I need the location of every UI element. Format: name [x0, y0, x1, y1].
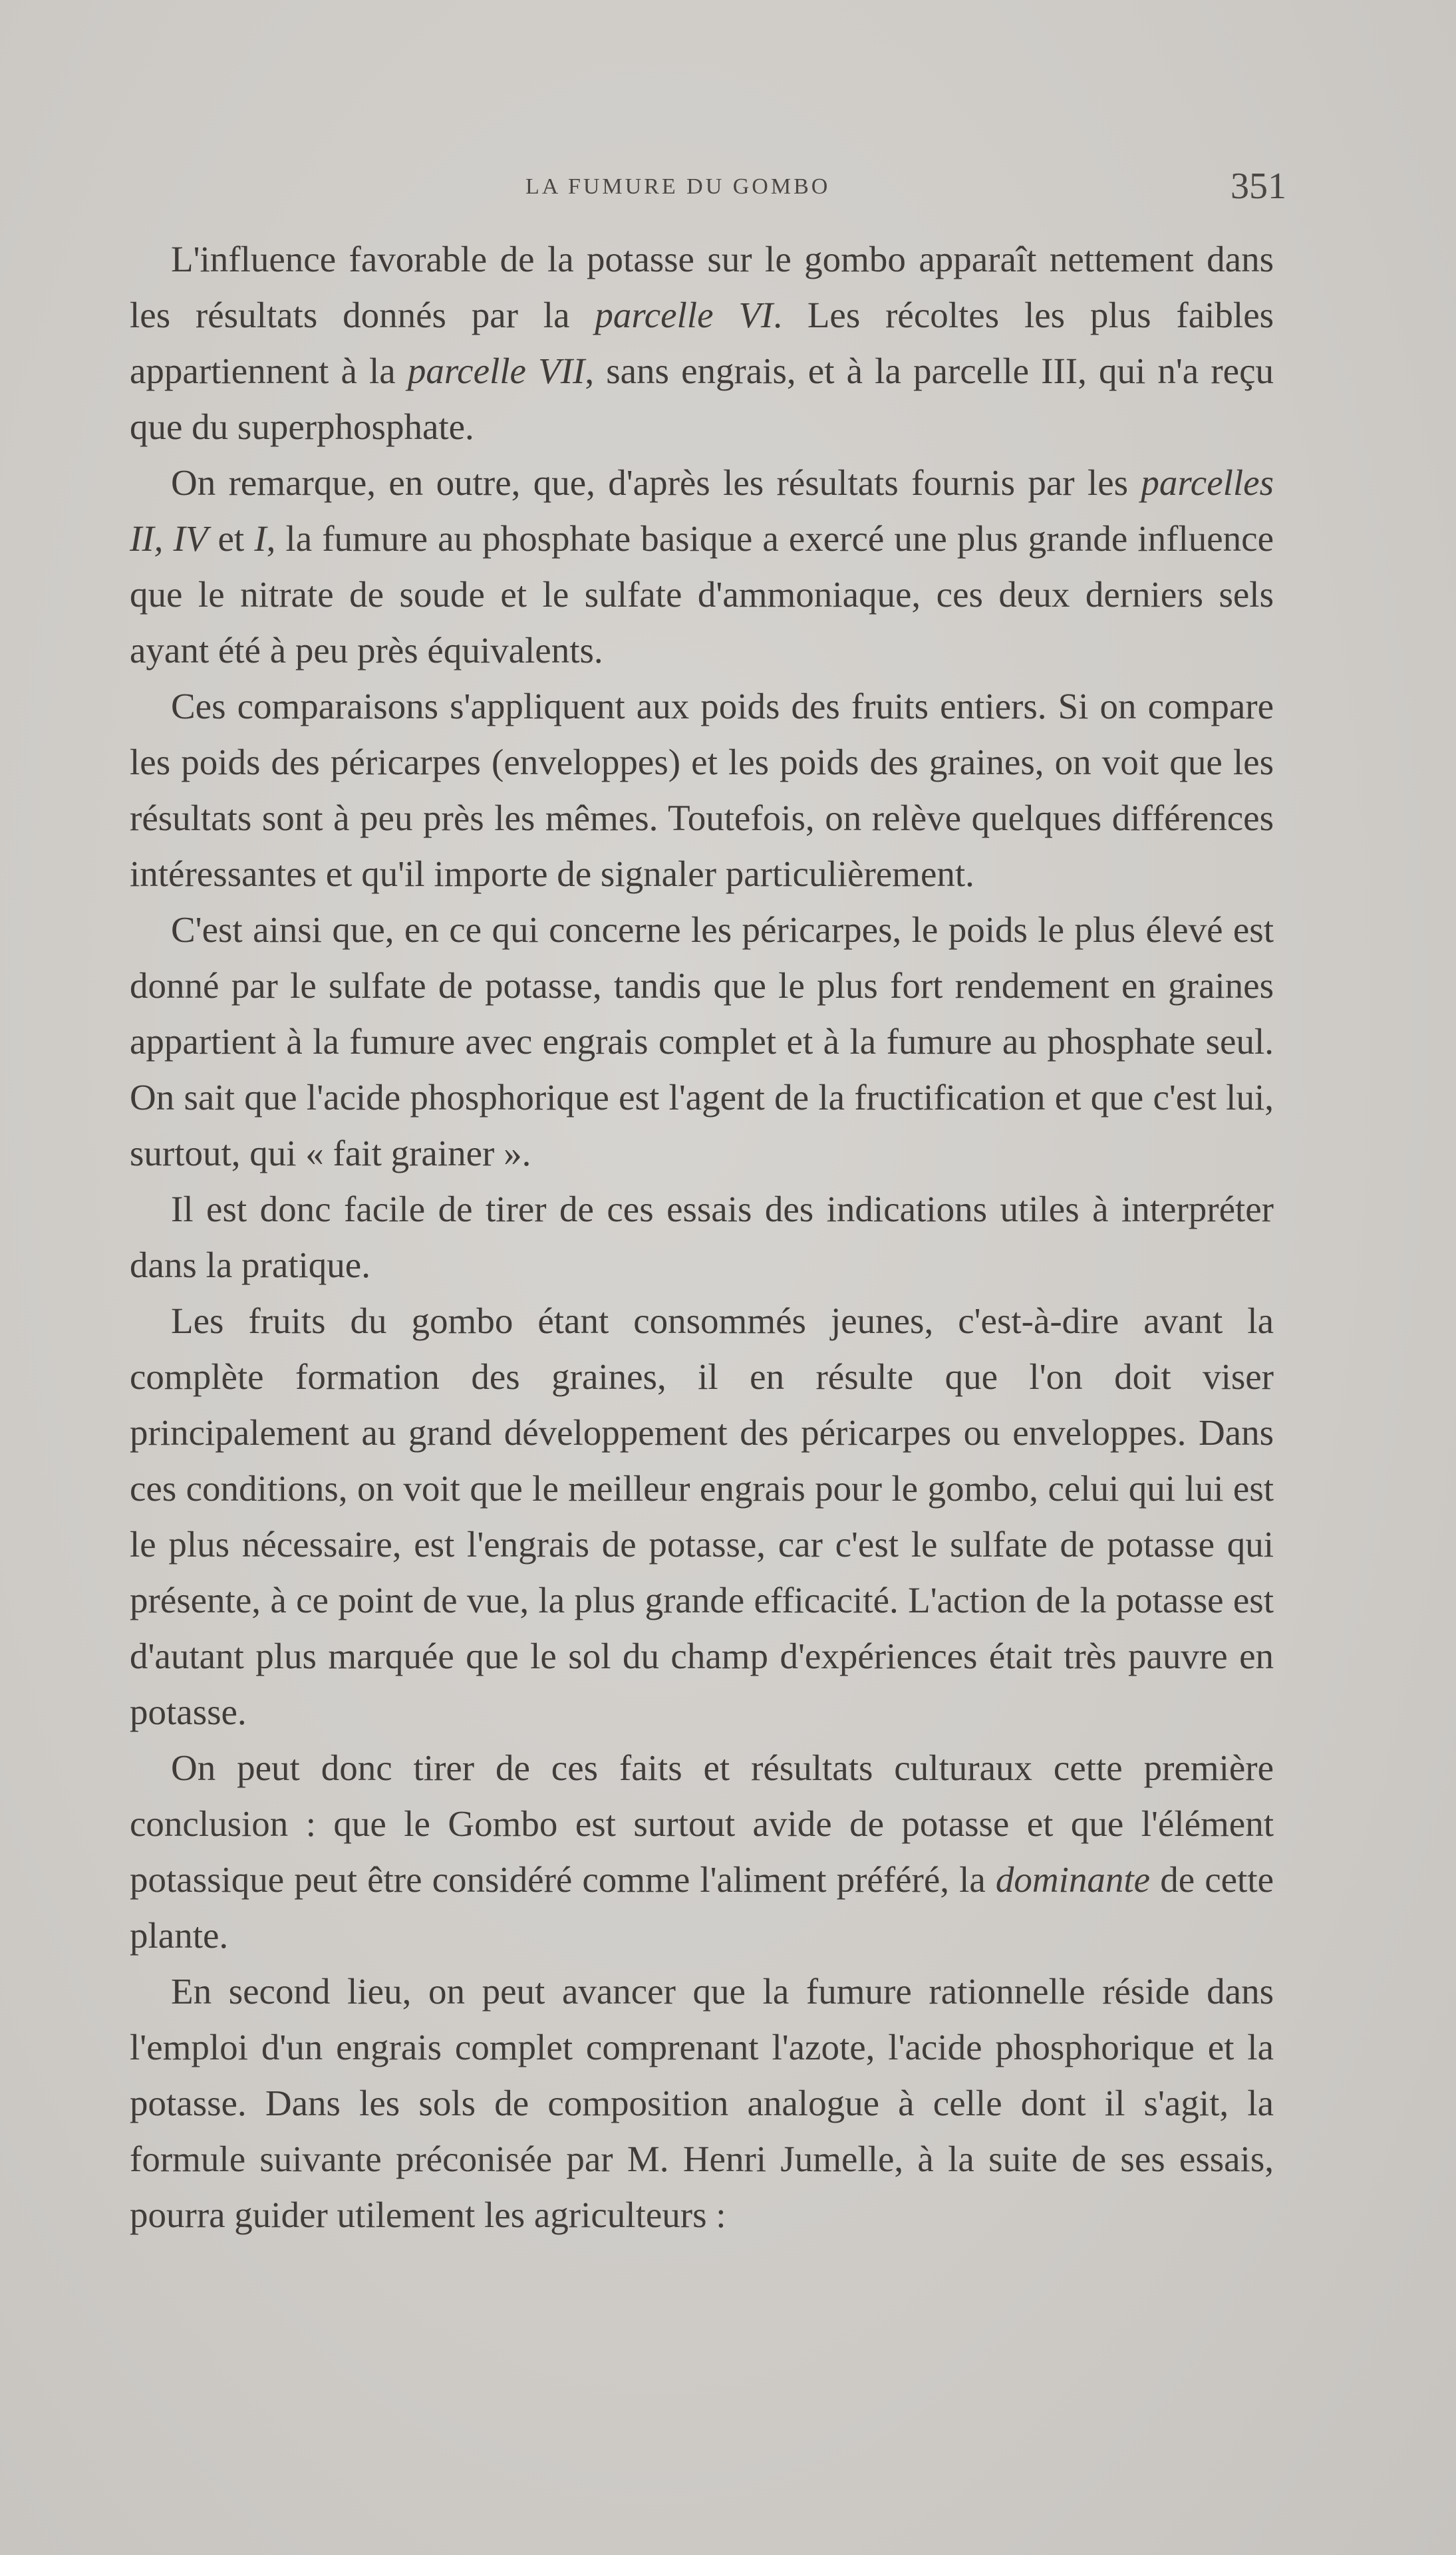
paragraph-7 [130, 1740, 1274, 1964]
paragraph-5: Il est donc facile de tirer de ces essais des indications utiles à interpréter dans la pratique. [130, 1189, 1274, 1285]
paragraph-2-italic-i: I [254, 518, 267, 559]
paragraph-1-text-c: . Les récoltes les plus faibles appartiennent à la [130, 295, 1274, 391]
running-title: LA FUMURE DU GOMBO [525, 174, 831, 199]
paragraph-7-text-c: de cette plante. [130, 1859, 1274, 1956]
paragraph-2-text-a: On remarque, en outre, que, d'après les résultats fournis par les [171, 462, 1141, 503]
paragraph-1-text-a: L'influence favorable de la potasse sur le gombo apparaît nettement dans les résultats donnés par la [130, 239, 1274, 335]
paragraph-1-text-e: , sans engrais, et à la parcelle III, qui n'a reçu que du superphosphate. [130, 351, 1274, 447]
paragraph-3: Ces comparaisons s'appliquent aux poids des fruits entiers. Si on compare les poids des péricarpes (enveloppes) et les poids des graines, on voit que les résultats sont à peu près les mêmes. Toutefois, on relève quelques différences intéressantes et qu'il importe de signaler particulièrement. [130, 686, 1274, 894]
body-text [130, 231, 1274, 2243]
paragraph-2-text-c: et [208, 518, 255, 559]
paragraph-1-italic-parcelle-vi: parcelle VI [595, 295, 774, 335]
paragraph-8: En second lieu, on peut avancer que la fumure rationnelle réside dans l'emploi d'un engrais complet comprenant l'azote, l'acide phosphorique et la potasse. Dans les sols de composition analogue à celle dont il s'agit, la formule suivante préconisée par M. Henri Jumelle, à la suite de ses essais, pourra guider utilement les agriculteurs : [130, 1971, 1274, 2235]
paragraph-7-italic-dominante: dominante [995, 1859, 1151, 1900]
paragraph-2-text-e: , la fumure au phosphate basique a exercé une plus grande influence que le nitrate de soude et le sulfate d'ammoniaque, ces deux derniers sels ayant été à peu près équivalents. [130, 518, 1274, 671]
paragraph-1 [130, 231, 1274, 455]
paragraph-1-italic-parcelle-vii: parcelle VII [407, 351, 585, 391]
paragraph-4: C'est ainsi que, en ce qui concerne les péricarpes, le poids le plus élevé est donné par le sulfate de potasse, tandis que le plus fort rendement en graines appartient à la fumure avec engrais complet et à la fumure au phosphate seul. On sait que l'acide phosphorique est l'agent de la fructification et que c'est lui, surtout, qui « fait grainer ». [130, 909, 1274, 1173]
paragraph-7-text-a: On peut donc tirer de ces faits et résultats culturaux cette première conclusion : que le Gombo est surtout avide de potasse et que l'élément potassique peut être considéré comme l'aliment préféré, la [130, 1747, 1274, 1900]
paragraph-2-italic-parcelles: parcelles II, IV [130, 462, 1274, 559]
paragraph-6: Les fruits du gombo étant consommés jeunes, c'est-à-dire avant la complète formation des graines, il en résulte que l'on doit viser principalement au grand développement des péricarpes ou enveloppes. Dans ces conditions, on voit que le meilleur engrais pour le gombo, celui qui lui est le plus nécessaire, est l'engrais de potasse, car c'est le sulfate de potasse qui présente, à ce point de vue, la plus grande efficacité. L'action de la potasse est d'autant plus marquée que le sol du champ d'expériences était très pauvre en potasse. [130, 1300, 1274, 1732]
paragraph-2 [130, 455, 1274, 678]
page-number: 351 [1231, 166, 1286, 207]
